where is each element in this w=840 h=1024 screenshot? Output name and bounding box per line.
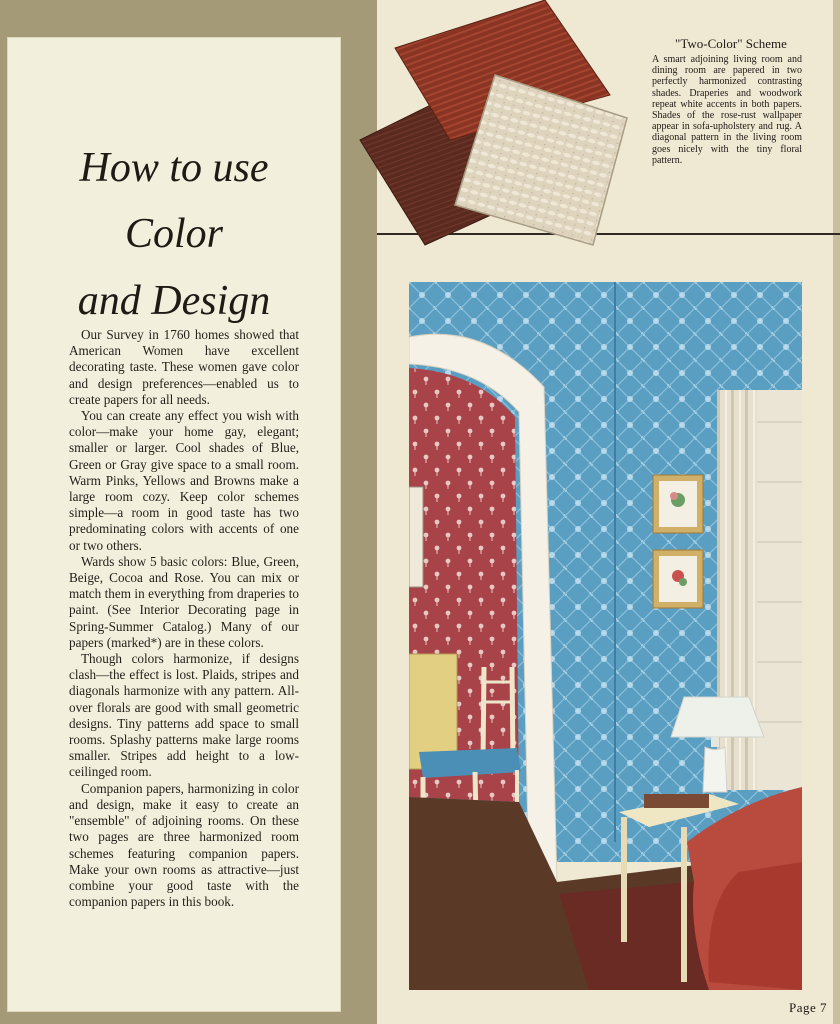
scheme-title: "Two-Color" Scheme: [675, 36, 787, 51]
room-illustration: [409, 282, 802, 990]
page-title-line-1: How to use: [79, 145, 269, 191]
page-number: Page 7: [788, 1000, 827, 1015]
page-title-line-3: and Design: [77, 278, 271, 324]
paragraph: Companion papers, harmonizing in color and design, make it easy to create an "ensemble" of adjoining rooms. On these two pages are three harmonized room schemes featuring companion papers. Make your own rooms as attractive—just combine your good taste with the companion papers in this book.: [69, 780, 299, 910]
article-body: [69, 327, 299, 910]
paragraph: Our Survey in 1760 homes showed that American Women have excellent decorating taste. These women gave color and design preferences—enabled us to create papers for all needs.: [69, 327, 299, 407]
paragraph: Though colors harmonize, if designs clash—the effect is lost. Plaids, stripes and diagonals harmonize with any pattern. All-over florals are good with small geometric designs. Tiny patterns add space to small rooms. Splashy patterns make large rooms smaller. Stripes add height to a low-ceilinged room.: [69, 651, 299, 780]
paragraph: You can create any effect you wish with color—make your home gay, elegant; smaller or larger. Cool shades of Blue, Green or Gray give space to a small room. Warm Pinks, Yellows and Browns make a large room cozy. Keep color schemes simple—a room in good taste has two predominating colors with accents of one or two others.: [69, 408, 299, 553]
page-edge: [833, 0, 840, 1024]
framed-print-top: [653, 475, 703, 533]
page-title-line-2: Color: [124, 211, 224, 257]
framed-print-bottom: [653, 550, 703, 608]
dining-picture: [409, 487, 423, 587]
fabric-swatches: [355, 0, 645, 250]
text-panel: [7, 37, 341, 1012]
paragraph: Wards show 5 basic colors: Blue, Green, Beige, Cocoa and Rose. You can mix or match them in everything from draperies to paint. (See Interior Decorating page in Spring-Summer Catalog.) Many of our papers (marked*) are in these colors.: [69, 553, 299, 650]
scheme-caption: A smart adjoining living room and dining room are papered in two perfectly harmonized contrasting shades. Draperies and woodwork repeat white accents in both papers. Shades of the rose-rust wallpaper appear in sofa-upholstery and rug. A diagonal pattern in the living room goes nicely with the tiny floral pattern.: [652, 54, 802, 166]
